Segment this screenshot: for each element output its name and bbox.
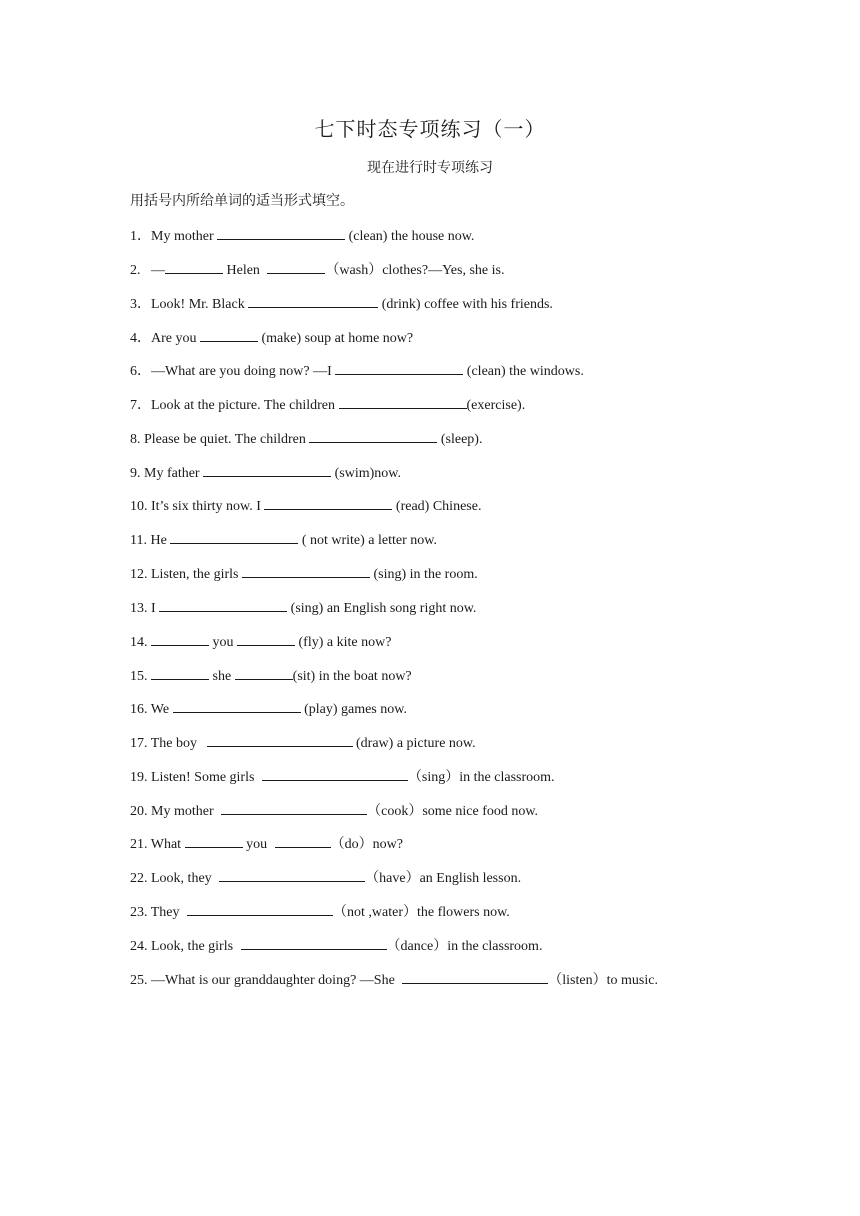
answer-blank[interactable] xyxy=(242,564,370,578)
exercise-text: （wash）clothes?—Yes, she is. xyxy=(325,263,505,278)
exercise-text: 25. —What is our granddaughter doing? —She xyxy=(130,973,399,988)
exercise-23 xyxy=(130,902,510,922)
exercise-text: 10. It’s six thirty now. I xyxy=(130,499,265,514)
answer-blank[interactable] xyxy=(267,260,325,274)
exercise-text: 22. Look, they xyxy=(130,871,216,886)
answer-blank[interactable] xyxy=(159,598,287,612)
answer-blank[interactable] xyxy=(219,868,365,882)
exercise-text: 11. He xyxy=(130,533,171,548)
exercise-17 xyxy=(130,733,476,753)
exercise-text: 24. Look, the girls xyxy=(130,939,237,954)
exercise-3 xyxy=(130,294,553,314)
exercise-text: 14. xyxy=(130,635,151,650)
exercise-text: you xyxy=(209,635,237,650)
answer-blank[interactable] xyxy=(203,463,331,477)
answer-blank[interactable] xyxy=(339,395,467,409)
exercise-text: （listen）to music. xyxy=(548,973,658,988)
exercise-text: (play) games now. xyxy=(300,702,407,717)
exercise-1 xyxy=(130,226,474,246)
exercise-text: (read) Chinese. xyxy=(392,499,482,514)
exercise-text: 21. What xyxy=(130,837,185,852)
exercise-24 xyxy=(130,936,542,956)
answer-blank[interactable] xyxy=(187,902,333,916)
answer-blank[interactable] xyxy=(173,699,301,713)
answer-blank[interactable] xyxy=(217,226,345,240)
exercise-text: 4．Are you xyxy=(130,331,200,346)
answer-blank[interactable] xyxy=(151,632,209,646)
exercise-text: 16. We xyxy=(130,702,173,717)
exercise-2 xyxy=(130,260,504,280)
exercise-16 xyxy=(130,699,407,719)
exercise-text: (sing) in the room. xyxy=(370,567,478,582)
exercise-text: 15. xyxy=(130,669,151,684)
exercise-text: (sleep). xyxy=(437,432,483,447)
answer-blank[interactable] xyxy=(262,767,408,781)
exercise-7 xyxy=(130,395,525,415)
exercise-21 xyxy=(130,834,403,854)
exercise-text: （have）an English lesson. xyxy=(365,871,522,886)
exercise-text: (fly) a kite now? xyxy=(295,635,392,650)
answer-blank[interactable] xyxy=(402,970,548,984)
exercise-15 xyxy=(130,666,412,686)
exercise-text: 9. My father xyxy=(130,466,204,481)
page-title: 七下时态专项练习（一） xyxy=(314,119,546,141)
exercise-text: 6．—What are you doing now? —I xyxy=(130,364,336,379)
page-subtitle: 现在进行时专项练习 xyxy=(367,161,493,176)
exercise-text: Helen xyxy=(223,263,264,278)
answer-blank[interactable] xyxy=(248,294,378,308)
exercise-text: 8. Please be quiet. The children xyxy=(130,432,310,447)
exercise-6 xyxy=(130,361,584,381)
exercise-text: (sit) in the boat now? xyxy=(292,669,412,684)
exercise-text: 12. Listen, the girls xyxy=(130,567,242,582)
exercise-text: (sing) an English song right now. xyxy=(287,601,477,616)
exercise-12 xyxy=(130,564,478,584)
exercise-25 xyxy=(130,970,658,990)
answer-blank[interactable] xyxy=(151,666,209,680)
exercise-text: 19. Listen! Some girls xyxy=(130,770,258,785)
exercise-9 xyxy=(130,463,401,483)
answer-blank[interactable] xyxy=(200,328,258,342)
exercise-10 xyxy=(130,496,481,516)
exercise-text: (drink) coffee with his friends. xyxy=(378,297,553,312)
exercise-text: you xyxy=(242,837,271,852)
exercise-text: (swim)now. xyxy=(331,466,401,481)
answer-blank[interactable] xyxy=(264,496,392,510)
exercise-text: 3．Look! Mr. Black xyxy=(130,297,249,312)
exercise-text: 17. The boy xyxy=(130,736,201,751)
exercise-text: （cook）some nice food now. xyxy=(367,804,539,819)
exercise-8 xyxy=(130,429,482,449)
exercise-text: (make) soup at home now? xyxy=(258,331,414,346)
exercise-text: （do）now? xyxy=(330,837,403,852)
exercise-text: （not ,water）the flowers now. xyxy=(333,905,510,920)
answer-blank[interactable] xyxy=(170,530,298,544)
answer-blank[interactable] xyxy=(309,429,437,443)
instruction-text: 用括号内所给单词的适当形式填空。 xyxy=(130,194,354,209)
exercise-text: 1．My mother xyxy=(130,229,218,244)
exercise-text: (clean) the house now. xyxy=(345,229,475,244)
exercise-text: (clean) the windows. xyxy=(463,364,584,379)
exercise-text: （sing）in the classroom. xyxy=(407,770,555,785)
answer-blank[interactable] xyxy=(335,361,463,375)
exercise-11 xyxy=(130,530,437,550)
exercise-19 xyxy=(130,767,555,787)
answer-blank[interactable] xyxy=(235,666,293,680)
exercise-14 xyxy=(130,632,391,652)
exercise-text: 13. I xyxy=(130,601,160,616)
exercise-text: ( not write) a letter now. xyxy=(298,533,437,548)
answer-blank[interactable] xyxy=(207,733,353,747)
exercise-text: 23. They xyxy=(130,905,184,920)
exercise-text: 7．Look at the picture. The children xyxy=(130,398,339,413)
answer-blank[interactable] xyxy=(221,801,367,815)
answer-blank[interactable] xyxy=(241,936,387,950)
exercise-4 xyxy=(130,328,413,348)
exercise-text: （dance）in the classroom. xyxy=(386,939,543,954)
answer-blank[interactable] xyxy=(275,834,331,848)
exercise-text: she xyxy=(209,669,235,684)
exercise-text: 20. My mother xyxy=(130,804,218,819)
exercise-20 xyxy=(130,801,538,821)
answer-blank[interactable] xyxy=(237,632,295,646)
answer-blank[interactable] xyxy=(185,834,243,848)
exercise-13 xyxy=(130,598,476,618)
exercise-text: (exercise). xyxy=(466,398,526,413)
exercise-22 xyxy=(130,868,521,888)
exercise-text: 2. — xyxy=(130,263,165,278)
exercise-text: (draw) a picture now. xyxy=(352,736,476,751)
answer-blank[interactable] xyxy=(165,260,223,274)
